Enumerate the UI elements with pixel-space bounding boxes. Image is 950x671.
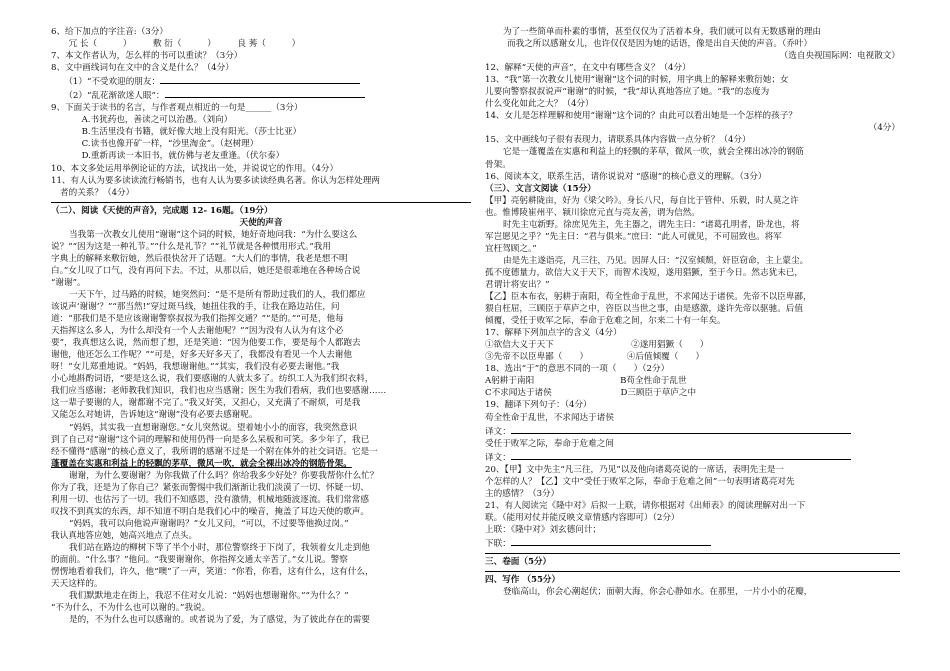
article-line: 呀！”女儿郑重地说。“妈妈，我想谢谢他。”“其实，我们没有必要去谢他。”我 xyxy=(51,362,340,373)
question-10: 10、本文多处运用举例论证的方法，试找出一处，并说说它的作用。（4分） xyxy=(51,163,339,174)
right-column xyxy=(485,26,900,598)
writing-prompt: 登临高山，你会心潮起伏；面朝大海，你会心静如水。在那里，一片小小的花瓣， xyxy=(503,587,813,598)
section-2-heading: （二）、阅读《天使的声音》，完成题 12- 16题。（19分） xyxy=(51,205,273,216)
article-line: 谢他，他还怎么工作呢？”“可是，好多天好多天了，我都没有看见一个人去谢他 xyxy=(51,350,352,361)
question-17: 17、解释下列加点字的含义（4分） xyxy=(485,328,622,339)
article-line: 是的，不为什么也可以感谢的。或者说为了爱，为了感觉，为了彼此存在的需要 xyxy=(69,615,370,626)
article-line: 白。”女儿叹了口气，没有再问下去。不过，从那以后，她还是很乖地在各种场合说 xyxy=(51,265,361,276)
question-9-option-b: B.生活里没有书籍，就好像大地上没有阳光。（莎士比亚） xyxy=(73,127,302,138)
article-line: 谢谢，为什么要谢谢？为你我做了什么吗？你给我多少好处？你要我帮你什么忙？ xyxy=(69,470,379,481)
translation-line: 译文： xyxy=(485,450,900,464)
article-line: 字典上的解释来敷衍她，然后很快岔开了话题。“大人们的事情，我老是想不明 xyxy=(51,253,348,264)
classical-text-line: 【乙】臣本布衣，躬耕于南阳，苟全性命于乱世，不求闻达于诸侯。先帝不以臣卑鄙， xyxy=(485,292,812,303)
article-line: 我们站在路边的柳树下等了半个小时，那位警察终于下岗了，我领着女儿走到他 xyxy=(69,542,370,553)
article-line: 当我第一次教女儿使用“谢谢”这个词的时候，她好奇地问我：“为什么要这么 xyxy=(69,229,358,240)
question-7: 7、本文作者认为，怎么样的书可以重读？（3分） xyxy=(51,51,243,62)
question-6-options: 冗 长（ ） 敷 衍（ ） 良 莠（ ） xyxy=(60,39,301,50)
question-18-options: A躬耕于南阳 B苟全性命于乱世 xyxy=(485,376,687,387)
question-18: 18、选出“于”的意思不同的一项（ ）（2分） xyxy=(485,364,670,375)
question-15: 15、文中画线句子很有表现力，请联系具体内容做一点分析？（4分） xyxy=(485,135,751,146)
question-18-options: C不求闻达于诸侯 D三顾臣于草庐之中 xyxy=(485,388,697,399)
underlined-sentence: 蓬覆盖在实惠和利益上的轻飘的茅草，微风一吹，就会全裸出冰冷的钢筋骨架。 xyxy=(51,458,352,469)
article-line: 经不懂得“感谢”的核心意义了，我所谓的感谢不过是一个附在体外的社交词语。它是一 xyxy=(51,446,378,457)
upper-couplet: 上联：《隆中对》刘玄德问计； xyxy=(485,524,602,535)
section-3-heading: （三）、文言文阅读（15分） xyxy=(485,183,596,194)
article-line: 而我之所以感谢女儿，也许仅仅是因为她的话语，像是出自天使的声音。（乔叶） xyxy=(507,39,813,50)
article-source: （选自央视国际网：电视散文） xyxy=(779,51,900,62)
article-line: “妈妈，我可以向他说声谢谢吗？”女儿又问，“可以，不过要等他换过岗。” xyxy=(69,518,349,529)
question-16: 16、阅读本文，联系生活，请你说说对 “感谢”的核心意义的理解。（3分） xyxy=(485,171,767,182)
article-line: 这一辈子要谢的人，谢都谢不完了。”我又好笑，又担心，又充满了不耐烦，可是我 xyxy=(51,398,361,409)
question-9-option-a: A.书犹药也，善读之可以治愚。（刘向） xyxy=(73,115,233,126)
question-8-part-2: （2）“乱花渐欲迷人眼”： xyxy=(51,88,471,102)
question-13-cont: 儿要向警察叔叔说声“谢谢”的时候，“我”却认真地答应了她。“我”的态度为 xyxy=(485,87,770,98)
section-divider xyxy=(485,553,900,554)
article-line: 一天下午，过马路的时候，她突然问：“是不是所有帮助过我们的人，我们都应 xyxy=(69,289,366,300)
question-20-cont: 主的感情？（3分） xyxy=(485,488,560,499)
article-line: 我们应当感谢；老师教我们知识，我们也应当感谢；医生为我们看病，我们也要感谢…… xyxy=(51,386,387,397)
question-17-items: ①欲信大义于天下 ②遂用猖獗（ ） xyxy=(485,340,709,351)
question-11-cont: 者的关系？（4分） xyxy=(60,187,135,198)
article-line: 利用一切、也估污了一切。我们不知感恩，没有激情，机械地随波逐流。我们常常感 xyxy=(51,494,369,505)
question-17-items: ③先帝不以臣卑鄙（ ） ④后值倾覆（ ） xyxy=(485,352,705,363)
section-writing-heading: 四、写作 （55分） xyxy=(485,575,561,586)
article-line: 小心地斟酌词语，“要是这么说，我们要感谢的人就太多了。纺织工人为我们织衣料， xyxy=(51,374,374,385)
article-line: 到了自己对“谢谢”这个词的理解和使用仍得一向是多么呆板和可笑。多少年了，我已 xyxy=(51,434,370,445)
question-9-option-d: D.重新再读一本旧书，就仿佛与老友重逢。（伏尔泰） xyxy=(73,151,285,162)
article-line: “妈妈，其实我一直想谢谢您。”女儿突然说。望着她小小的面容，我突然意识 xyxy=(69,422,358,433)
article-line: 要”，我真想这么说，然而想了想，还是笑道：“因为他要工作，要是每个人都跑去 xyxy=(51,338,361,349)
question-15-quote: 骨架。 xyxy=(485,159,511,170)
article-line: 我认真地答应她，她高兴地点了点头。 xyxy=(51,530,198,541)
article-line: 愣愣地看着我们，许久，他“噢”了一声，笑道：“你看，你看，这有什么，这有什么， xyxy=(51,567,374,578)
classical-text-line: 宜枉驾顾之。” xyxy=(485,243,537,254)
article-line: 天指挥这么多人，为什么却没有一个人去谢他呢？”“因为没有人认为有这个必 xyxy=(51,326,344,337)
question-9: 9、下面关于读书的名言，与作者观点相近的一句是______（3分） xyxy=(51,103,303,114)
question-19: 19、翻译下列句子：（4分） xyxy=(485,400,592,411)
question-20: 20、【甲】文中先主“凡三往，乃见”以及他向诸葛亮说的一席话，表明先主是一 xyxy=(485,464,785,475)
section-divider xyxy=(485,571,900,572)
answer-line xyxy=(165,88,365,98)
translation-line: 译文： xyxy=(485,424,900,438)
section-neatness-heading: 三、卷面（5分） xyxy=(485,557,552,568)
article-line: 道：“那我们是不是应该谢谢警察叔叔为我们指挥交通？”“是的。”“可是，他每 xyxy=(51,314,344,325)
classical-text-line: 由是先主遂诣亮，凡三往，乃见。因屏人曰：“汉室倾颓，奸臣窃命，主上蒙尘。 xyxy=(503,255,809,266)
classical-text-line: 猥自枉屈，三顾臣于草庐之中，咨臣以当世之事，由是感激，遂许先帝以驱驰。后值 xyxy=(485,304,803,315)
lower-couplet: 下联： xyxy=(485,536,900,550)
article-line: 又能怎么对她讲，告诉她这“谢谢”没有必要去感谢呢。 xyxy=(51,410,258,421)
classical-text-line: 孤不度德量力，欲信大义于天下，而智术浅短，遂用猖獗，至于今日。然志犹未已， xyxy=(485,267,803,278)
question-21-cont: 联。（能用对仗并能反映文章情感内容即可）（2分） xyxy=(485,512,680,523)
article-line: 天天这样的。 xyxy=(51,579,103,590)
question-8: 8、文中画线词句在文中的含义是什么？（4分） xyxy=(51,63,234,74)
question-12: 12、解释“天使的声音”，在文中有哪些含义？（4分） xyxy=(485,63,691,74)
section-divider xyxy=(51,202,471,203)
question-19-sentence: 苟全性命于乱世，不求闻达于诸侯 xyxy=(485,412,614,423)
classical-text-line: 军岂愿见之乎？”先主曰：“君与俱来。”庶曰：“此人可就见，不可屈致也。将军 xyxy=(485,231,782,242)
article-line: 说？”“因为这是一种礼节。”“什么是礼节？”“礼节就是各种惯用形式。”我用 xyxy=(51,241,331,252)
question-21: 21、有人阅读完《隆中对》后拟一上联，请你根据对《出师表》的阅读理解对出一下 xyxy=(485,500,806,511)
question-13: 13、“我”第一次教女儿使用“谢谢”这个词的时候，用字典上的解释来敷衍她；女 xyxy=(485,75,789,86)
answer-line xyxy=(511,424,851,434)
article-line: 你为了我，还是为了你自己？紧张而警惕中我们渐渐让我们淡漠了一切、怀疑一切、 xyxy=(51,482,369,493)
article-line: “谢谢”。 xyxy=(51,277,86,288)
question-8-part-1: （1）“不受欢迎的朋友： xyxy=(51,74,471,88)
article-line: 的面前。“什么事？”他问。“我要谢谢你，你指挥交通太辛苦了。”女儿说。警察 xyxy=(51,555,348,566)
question-14-score: （4分） xyxy=(868,123,900,134)
article-title: 天使的声音 xyxy=(239,217,283,228)
classical-text-line: 【甲】亮躬耕陇亩，好为《梁父吟》。身长八尺，每自比于管仲、乐毅，时人莫之许 xyxy=(485,195,799,206)
question-14: 14、女儿是怎样理解和使用“谢谢”这个词的？由此可以看出她是一个怎样的孩子？ xyxy=(485,111,797,122)
classical-text-line: 君谓计将安出？” xyxy=(485,279,550,290)
question-15-quote: 它是一蓬覆盖在实惠和利益上的轻飘的茅草，微风一吹，就会全裸出冰冷的钢筋 xyxy=(503,147,804,158)
article-line: “不为什么，不为什么也可以谢的。”我说。 xyxy=(51,603,211,614)
answer-line xyxy=(160,74,360,84)
question-13-cont: 什么变化如此之大？（4分） xyxy=(485,99,594,110)
article-line: 叹找不到真实的东西，却不知道不明白是我们心中的噪音，掩盖了耳边天使的歌声。 xyxy=(51,506,369,517)
question-6: 6、给下加点的字注音:（3分） xyxy=(51,27,168,37)
answer-line xyxy=(511,536,711,546)
classical-text-line: 倾覆，受任于败军之际，奉命于危难之间，尔来二十有一年矣。 xyxy=(485,316,726,327)
question-19-sentence: 受任于败军之际，奉命于危难之间 xyxy=(485,438,614,449)
answer-line xyxy=(511,450,851,460)
question-9-option-c: C.读书也像开矿一样，“沙里淘金”。（赵树理） xyxy=(73,139,259,150)
left-column xyxy=(51,26,471,626)
classical-text-line: 也。惟博陵崔州平、颍川徐庶元直与亮友善，谓为信然。 xyxy=(485,207,700,218)
article-line: 我们默默地走在街上，我忍不住对女儿说：“妈妈也想谢谢你。”“为什么？” xyxy=(69,591,349,602)
article-line: 为了一些简单而朴素的事情，甚至仅仅为了活着本身，我们就可以有无数感谢的理由 xyxy=(503,27,821,37)
question-20-cont: 个怎样的人？【乙】文中“受任于败军之际，奉命于危难之间”一句表明诸葛亮对先 xyxy=(485,476,795,487)
classical-text-line: 时先主屯新野。徐庶见先主，先主器之，谓先主曰：“诸葛孔明者，卧龙也，将 xyxy=(503,219,800,230)
question-11: 11、有人认为要多读读流行畅销书，也有人认为要多读读经典名著。你认为怎样处理两 xyxy=(51,175,380,186)
article-line: 该说声‘谢谢’？”“那当然!”穿过斑马线，她扭住我的手，让我在路边站住，问 xyxy=(51,302,340,313)
